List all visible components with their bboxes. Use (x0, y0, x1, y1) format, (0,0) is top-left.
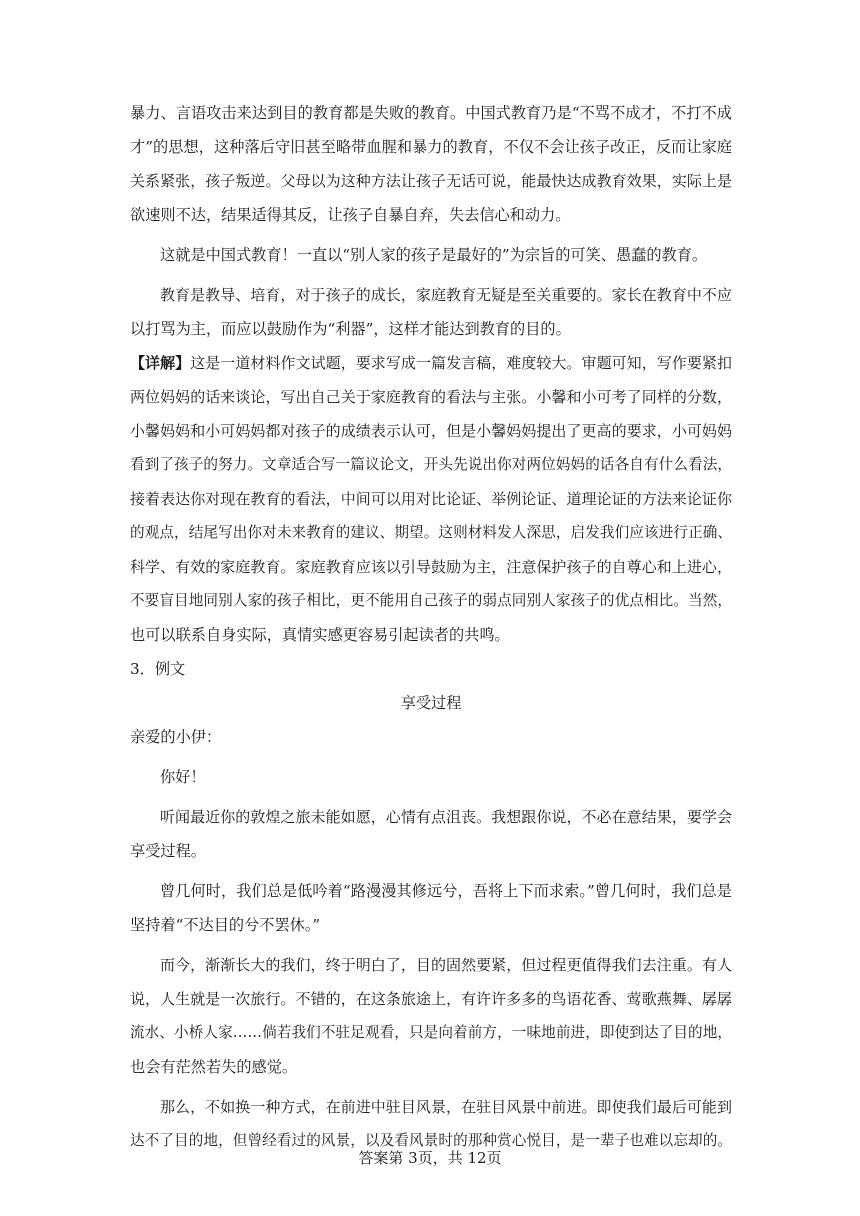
paragraph (130, 874, 732, 942)
text-line: 科学、有效的家庭教育。家庭教育应该以引导鼓励为主，注意保护孩子的自尊心和上进心， (130, 558, 732, 576)
text-line: 曾几何时，我们总是低吟着“路漫漫其修远兮，吾将上下而求索。”曾几何时，我们总是 (160, 882, 732, 900)
text-line: 教育是教导、培育，对于孩子的成长，家庭教育无疑是至关重要的。家长在教育中不应 (160, 286, 732, 304)
page-footer (0, 1146, 860, 1170)
text-line: 享受过程。 (130, 842, 206, 860)
page-number: 答案第 3页，共 12页 (358, 1149, 502, 1167)
detail-paragraph (130, 346, 732, 652)
text-line: 小馨妈妈和小可妈妈都对孩子的成绩表示认可，但是小馨妈妈提出了更高的要求，小可妈妈 (130, 422, 732, 440)
text-line (130, 346, 732, 380)
paragraph (130, 948, 732, 1084)
text-line: 坚持着“不达目的兮不罢休。” (130, 916, 321, 934)
greeting: 你好！ (160, 768, 206, 786)
text-line: 流水、小桥人家……倘若我们不驻足观看，只是向着前方，一味地前进，即使到达了目的地， (130, 1024, 732, 1041)
detail-text: 这是一道材料作文试题，要求写成一篇发言稿，难度较大。审题可知，写作要紧扣 (190, 354, 732, 372)
document-body (130, 96, 732, 1158)
text-line: 达不了目的地，但曾经看过的风景，以及看风景时的那种赏心悦目，是一辈子也难以忘却的。 (130, 1132, 732, 1149)
essay-title: 享受过程 (400, 694, 462, 712)
text-line: 这就是中国式教育！一直以“别人家的孩子是最好的”为宗旨的可笑、愚蠢的教育。 (160, 246, 708, 264)
text-line: 也会有茫然若失的感觉。 (130, 1058, 298, 1076)
paragraph (130, 96, 732, 232)
text-line: 说，人生就是一次旅行。不错的，在这条旅途上，有许许多多的鸟语花香、莺歌燕舞、孱孱 (130, 990, 732, 1008)
paragraph (130, 238, 732, 272)
text-line: 不要盲目地同别人家的孩子相比，更不能用自己孩子的弱点同别人家孩子的优点相比。当然， (130, 592, 732, 609)
text-line: 也可以联系自身实际，真情实感更容易引起读者的共鸣。 (130, 626, 510, 644)
text-line: 以打骂为主，而应以鼓励作为“利器”，这样才能达到教育的目的。 (130, 320, 571, 338)
essay-title-block (130, 686, 732, 720)
text-line: 听闻最近你的敦煌之旅未能如愿，心情有点沮丧。我想跟你说，不必在意结果，要学会 (160, 808, 732, 826)
text-line: 欲速则不达，结果适得其反，让孩子自暴自弃，失去信心和动力。 (130, 206, 571, 224)
paragraph (130, 800, 732, 868)
salutation-block (130, 720, 732, 754)
section-heading (130, 652, 732, 686)
salutation: 亲爱的小伊： (130, 728, 222, 746)
detail-label: 【详解】 (130, 354, 191, 372)
text-line: 而今，渐渐长大的我们，终于明白了，目的固然要紧，但过程更值得我们去注重。有人 (160, 956, 732, 974)
section-number: 3．例文 (130, 660, 186, 678)
text-line: 暴力、言语攻击来达到目的教育都是失败的教育。中国式教育乃是“不骂不成才，不打不成 (130, 104, 732, 122)
text-line: 的观点，结尾写出你对未来教育的建议、期望。这则材料发人深思，启发我们应该进行正确、 (130, 524, 732, 541)
text-line: 那么，不如换一种方式，在前进中驻目风景，在驻目风景中前进。即使我们最后可能到 (160, 1098, 732, 1116)
text-line: 关系紧张，孩子叛逆。父母以为这种方法让孩子无话可说，能最快达成教育效果，实际上是 (130, 172, 732, 190)
text-line: 两位妈妈的话来谈论，写出自己关于家庭教育的看法与主张。小馨和小可考了同样的分数， (130, 388, 732, 406)
paragraph (130, 278, 732, 346)
text-line: 看到了孩子的努力。文章适合写一篇议论文，开头先说出你对两位妈妈的话各自有什么看法， (130, 456, 732, 473)
greeting-block (130, 760, 732, 794)
text-line: 接着表达你对现在教育的看法，中间可以用对比论证、举例论证、道理论证的方法来论证你 (130, 490, 732, 508)
text-line: 才”的思想，这种落后守旧甚至略带血腥和暴力的教育，不仅不会让孩子改正，反而让家庭 (130, 138, 732, 156)
